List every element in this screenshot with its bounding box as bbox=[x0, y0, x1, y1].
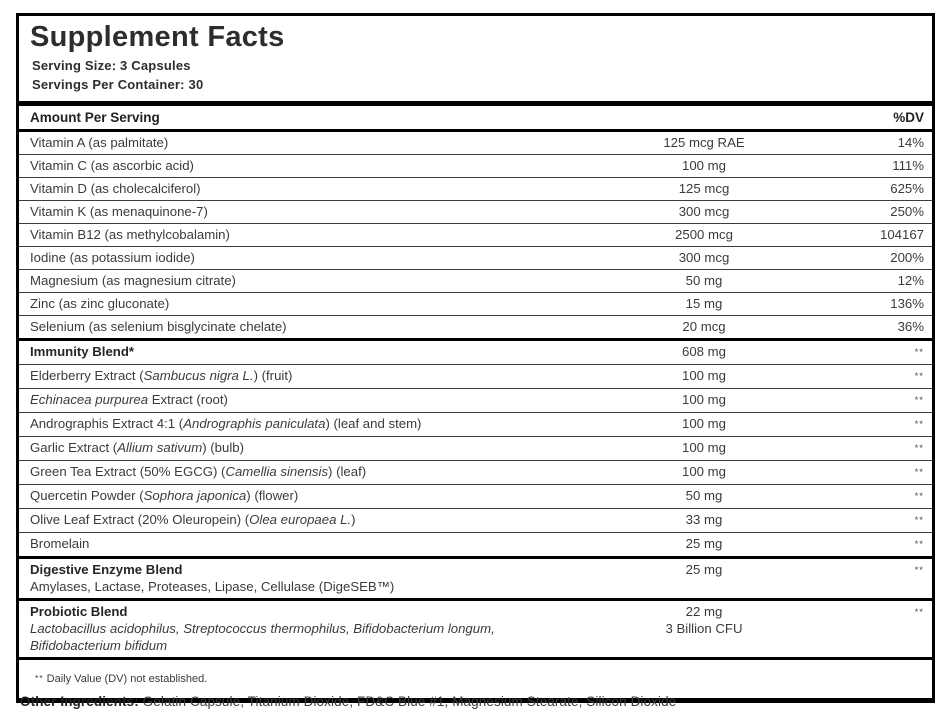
ingredient-name: Olive Leaf Extract (20% Oleuropein) (Olea europaea L.) bbox=[30, 512, 356, 528]
table-row bbox=[19, 388, 932, 412]
table-row bbox=[19, 132, 932, 154]
dv-value: 104167 bbox=[879, 227, 924, 243]
ingredient-name: Probiotic Blend Lactobacillus acidophilus, Streptococcus thermophilus, Bifidobacterium longum, Bifidobacterium bifidum bbox=[30, 603, 564, 654]
amount-value: 125 mcg bbox=[678, 181, 730, 197]
dv-value: ** bbox=[914, 347, 924, 359]
table-row bbox=[19, 364, 932, 388]
ingredient-name: Elderberry Extract (Sambucus nigra L.) (fruit) bbox=[30, 368, 293, 384]
dv-value: ** bbox=[914, 491, 924, 503]
ingredient-name: Garlic Extract (Allium sativum) (bulb) bbox=[30, 440, 244, 456]
serving-info bbox=[19, 56, 932, 106]
ingredient-name: Selenium (as selenium bisglycinate chelate) bbox=[30, 319, 287, 335]
dv-value: 250% bbox=[890, 204, 924, 220]
serving-size: Serving Size: 3 Capsules bbox=[32, 57, 191, 73]
nutrient-rows bbox=[19, 132, 932, 657]
table-row bbox=[19, 223, 932, 246]
amount-value: 100 mg bbox=[682, 416, 726, 432]
other-ingredients-text: Gelatin Capsule, Titanium Dioxide, FD&C Blue #1, Magnesium Stearate, Silicon Dioxide bbox=[138, 694, 677, 709]
table-row bbox=[19, 315, 932, 338]
footnote-text: Daily Value (DV) not established. bbox=[43, 672, 208, 685]
table-header bbox=[19, 106, 932, 132]
ingredient-name: Green Tea Extract (50% EGCG) (Camellia sinensis) (leaf) bbox=[30, 464, 367, 480]
ingredient-name: Immunity Blend* bbox=[30, 344, 135, 360]
ingredient-name: Zinc (as zinc gluconate) bbox=[30, 296, 170, 312]
dv-header: %DV bbox=[893, 109, 924, 125]
amount-value: 300 mcg bbox=[678, 204, 730, 220]
dv-value: ** bbox=[914, 371, 924, 383]
ingredient-sub-text: Amylases, Lactase, Proteases, Lipase, Cellulase (DigeSEB™) bbox=[30, 579, 395, 595]
ingredient-name: Andrographis Extract 4:1 (Andrographis paniculata) (leaf and stem) bbox=[30, 416, 422, 432]
table-row bbox=[19, 508, 932, 532]
amount-value: 125 mcg RAE bbox=[663, 135, 745, 151]
ingredient-name: Magnesium (as magnesium citrate) bbox=[30, 273, 236, 289]
table-row bbox=[19, 436, 932, 460]
table-row bbox=[19, 200, 932, 223]
dv-value: 625% bbox=[890, 181, 924, 197]
amount-per-serving-header: Amount Per Serving bbox=[30, 109, 160, 125]
amount-value: 50 mg bbox=[685, 488, 723, 504]
dv-value: ** bbox=[914, 467, 924, 479]
amount-value: 100 mg bbox=[682, 158, 726, 174]
ingredient-name: Bromelain bbox=[30, 536, 90, 552]
ingredient-name: Iodine (as potassium iodide) bbox=[30, 250, 195, 266]
ingredient-name: Vitamin K (as menaquinone-7) bbox=[30, 204, 208, 220]
supplement-facts-panel bbox=[16, 13, 935, 703]
dv-value: ** bbox=[914, 565, 924, 577]
amount-value: 100 mg bbox=[682, 368, 726, 384]
dv-value: 12% bbox=[897, 273, 924, 289]
table-row bbox=[19, 484, 932, 508]
amount-value: 20 mcg bbox=[682, 319, 726, 335]
amount-value: 25 mg bbox=[685, 536, 723, 552]
dv-value: ** bbox=[914, 419, 924, 431]
table-row bbox=[19, 532, 932, 556]
ingredient-name: Echinacea purpurea Extract (root) bbox=[30, 392, 228, 408]
table-row bbox=[19, 246, 932, 269]
table-row bbox=[19, 412, 932, 436]
table-row bbox=[19, 598, 932, 657]
ingredient-sub-text: Bifidobacterium bifidum bbox=[30, 638, 168, 654]
dv-value: ** bbox=[914, 443, 924, 455]
dv-value: 14% bbox=[897, 135, 924, 151]
amount-value: 300 mcg bbox=[678, 250, 730, 266]
other-ingredients-label: Other Ingredients: bbox=[20, 694, 139, 709]
amount-value: 100 mg bbox=[682, 392, 726, 408]
table-row bbox=[19, 177, 932, 200]
footnote-marker: ** bbox=[35, 672, 44, 683]
ingredient-name: Vitamin C (as ascorbic acid) bbox=[30, 158, 194, 174]
other-ingredients bbox=[20, 694, 676, 709]
ingredient-name: Vitamin A (as palmitate) bbox=[30, 135, 169, 151]
table-row bbox=[19, 460, 932, 484]
amount-value: 100 mg bbox=[682, 464, 726, 480]
dv-value: 136% bbox=[890, 296, 924, 312]
servings-per-container: Servings Per Container: 30 bbox=[32, 76, 204, 92]
dv-value: ** bbox=[914, 515, 924, 527]
footnote bbox=[19, 657, 932, 698]
amount-value: 15 mg bbox=[685, 296, 723, 312]
amount-value: 25 mg bbox=[685, 562, 723, 578]
amount-value: 50 mg bbox=[685, 273, 723, 289]
amount-value: 100 mg bbox=[682, 440, 726, 456]
amount-value: 22 mg 3 Billion CFU bbox=[665, 604, 743, 637]
table-row bbox=[19, 338, 932, 364]
table-row bbox=[19, 556, 932, 598]
panel-title: Supplement Facts bbox=[30, 21, 285, 53]
dv-value: ** bbox=[914, 607, 924, 619]
table-row bbox=[19, 154, 932, 177]
dv-value: ** bbox=[914, 395, 924, 407]
ingredient-name: Vitamin D (as cholecalciferol) bbox=[30, 181, 201, 197]
ingredient-name: Quercetin Powder (Sophora japonica) (flower) bbox=[30, 488, 299, 504]
amount-value: 33 mg bbox=[685, 512, 723, 528]
amount-value: 2500 mcg bbox=[675, 227, 733, 243]
dv-value: 200% bbox=[890, 250, 924, 266]
table-row bbox=[19, 269, 932, 292]
dv-value: ** bbox=[914, 539, 924, 551]
dv-value: 36% bbox=[897, 319, 924, 335]
ingredient-name: Digestive Enzyme Blend Amylases, Lactase, Proteases, Lipase, Cellulase (DigeSEB™) bbox=[30, 561, 564, 595]
dv-value: 111% bbox=[892, 158, 924, 174]
amount-value: 608 mg bbox=[682, 344, 726, 360]
table-row bbox=[19, 292, 932, 315]
ingredient-name: Vitamin B12 (as methylcobalamin) bbox=[30, 227, 230, 243]
ingredient-sub-text: Lactobacillus acidophilus, Streptococcus thermophilus, Bifidobacterium longum, bbox=[30, 621, 495, 637]
